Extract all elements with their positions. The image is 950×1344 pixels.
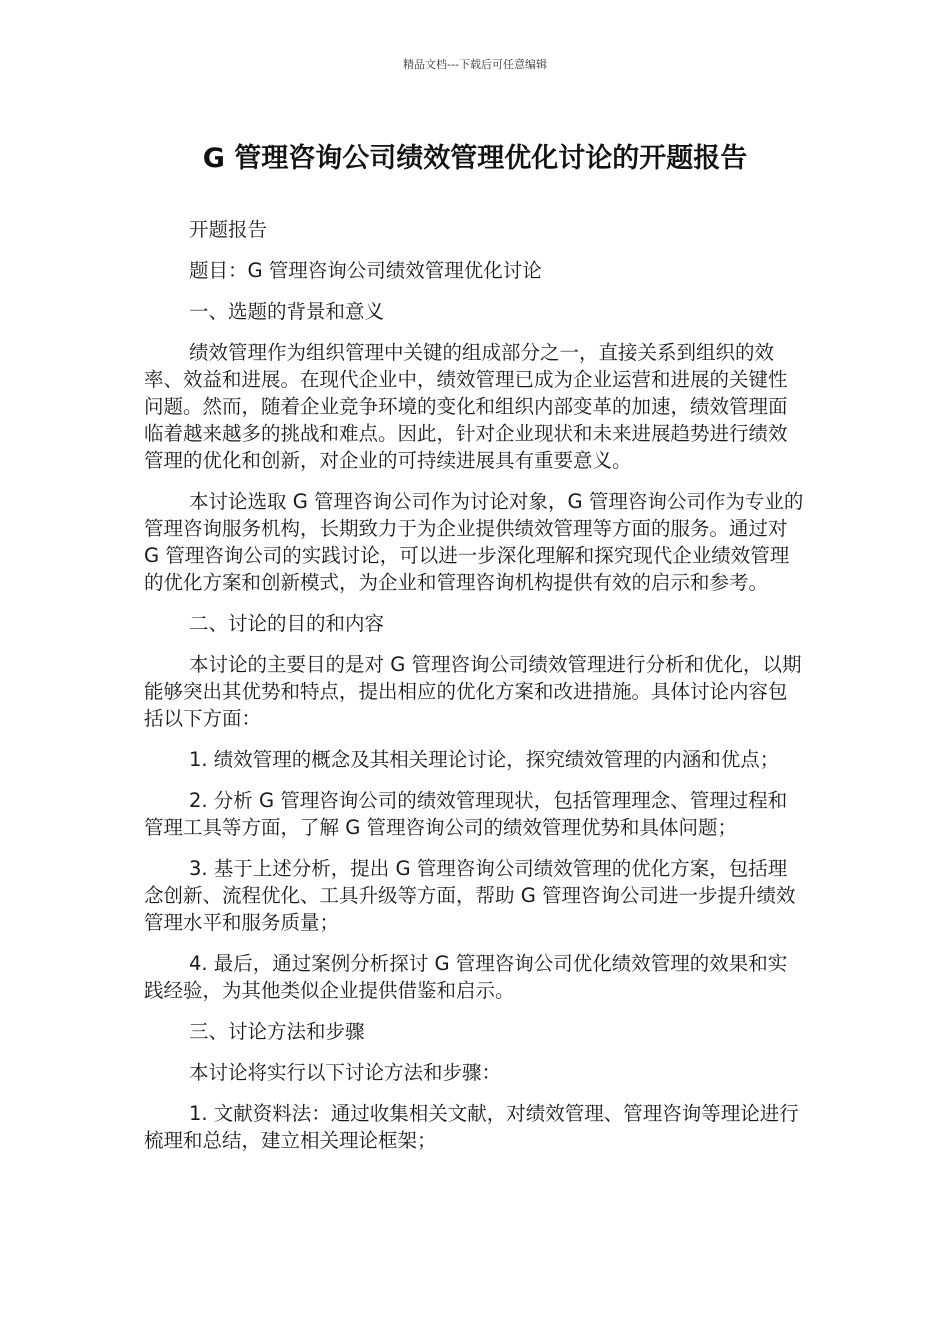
paragraph-purpose: 本讨论的主要目的是对 G 管理咨询公司绩效管理进行分析和优化，以期能够突出其优势和特点，提出相应的优化方案和改进措施。具体讨论内容包括以下方面： [144,653,802,730]
section-label-report: 开题报告 [189,218,268,241]
document-title: G 管理咨询公司绩效管理优化讨论的开题报告 [202,143,748,174]
header-note: 精品文档---下载后可任意编辑 [403,58,547,71]
list-item-method-1: 1. 文献资料法：通过收集相关文献，对绩效管理、管理咨询等理论进行梳理和总结，建立相关理论框架； [144,1102,799,1152]
list-item-content-1: 1. 绩效管理的概念及其相关理论讨论，探究绩效管理的内涵和优点； [189,748,780,771]
paragraph-methods-intro: 本讨论将实行以下讨论方法和步骤： [189,1061,502,1084]
list-item-content-2: 2. 分析 G 管理咨询公司的绩效管理现状，包括管理理念、管理过程和管理工具等方面，了解 G 管理咨询公司的绩效管理优势和具体问题； [144,789,788,839]
report-topic: 题目：G 管理咨询公司绩效管理优化讨论 [189,259,542,282]
document-body [144,216,806,1168]
list-item-content-3: 3. 基于上述分析，提出 G 管理咨询公司绩效管理的优化方案，包括理念创新、流程优化、工具升级等方面，帮助 G 管理咨询公司进一步提升绩效管理水平和服务质量； [144,857,796,934]
section-heading-methods: 三、讨论方法和步骤 [189,1020,365,1043]
paragraph-research-object: 本讨论选取 G 管理咨询公司作为讨论对象，G 管理咨询公司作为专业的管理咨询服务机构，长期致力于为企业提供绩效管理等方面的服务。通过对 G 管理咨询公司的实践讨论，可以进一步深化理解和探究现代企业绩效管理的优化方案和创新模式，为企业和管理咨询机构提供有效的启示和参考。 [144,490,804,594]
paragraph-background: 绩效管理作为组织管理中关键的组成部分之一，直接关系到组织的效率、效益和进展。在现代企业中，绩效管理已成为企业运营和进展的关键性问题。然而，随着企业竞争环境的变化和组织内部变革的加速，绩效管理面临着越来越多的挑战和难点。因此，针对企业现状和未来进展趋势进行绩效管理的优化和创新，对企业的可持续进展具有重要意义。 [144,341,788,472]
section-heading-purpose: 二、讨论的目的和内容 [189,612,385,635]
list-item-content-4: 4. 最后，通过案例分析探讨 G 管理咨询公司优化绩效管理的效果和实践经验，为其他类似企业提供借鉴和启示。 [144,952,788,1002]
section-heading-background: 一、选题的背景和意义 [189,300,385,323]
